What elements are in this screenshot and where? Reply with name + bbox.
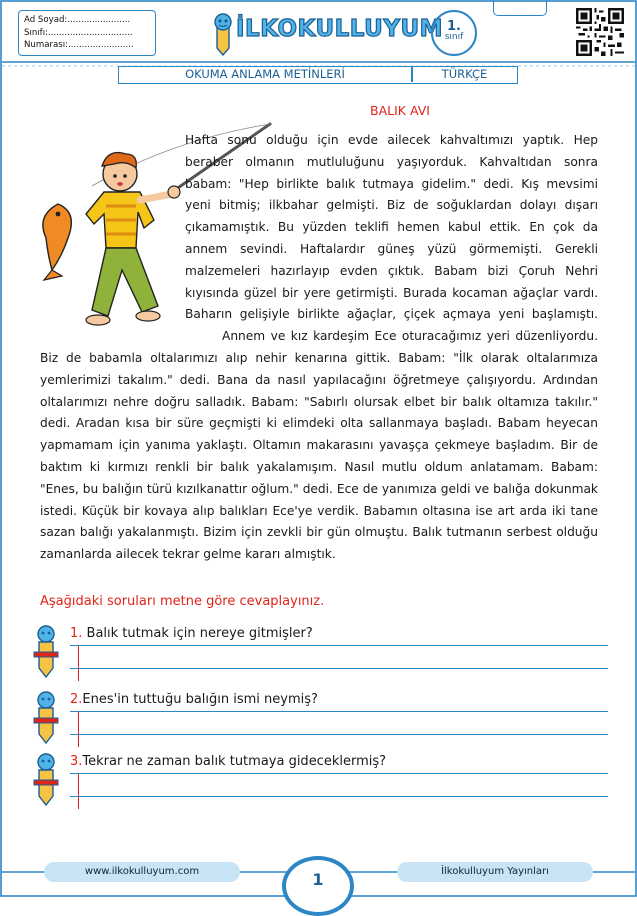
name-field: Ad Soyad:....................... — [24, 15, 131, 25]
answer-line — [70, 711, 608, 712]
title-bar — [118, 66, 518, 84]
website-link[interactable]: www.ilkokulluyum.com — [44, 862, 240, 882]
pencil-mascot-icon — [30, 624, 62, 679]
student-info-box — [18, 10, 156, 56]
page-number: 1 — [312, 870, 324, 889]
question-text — [70, 754, 386, 769]
class-field: Sınıfı:............................... — [24, 27, 133, 38]
margin-line — [78, 711, 79, 747]
pencil-mascot-icon — [30, 752, 62, 807]
margin-line — [78, 645, 79, 681]
answer-line — [70, 796, 608, 797]
section-title: OKUMA ANLAMA METİNLERİ — [185, 67, 345, 81]
question-label: Enes'in tuttuğu balığın ismi neymiş? — [82, 692, 318, 707]
question-1 — [30, 624, 610, 684]
answer-lines[interactable] — [70, 711, 608, 747]
grade-badge — [431, 10, 477, 56]
question-number: 3. — [70, 754, 83, 769]
logo-text: İLKOKULLUYUM — [236, 16, 444, 42]
question-text — [70, 626, 313, 641]
qr-code-icon — [576, 8, 624, 56]
question-3 — [30, 752, 610, 812]
instruction-text: Aşağıdaki soruları metne göre cevaplayınız. — [40, 594, 325, 609]
answer-lines[interactable] — [70, 773, 608, 809]
pencil-mascot-icon — [30, 690, 62, 745]
question-2 — [30, 690, 610, 750]
story-title: BALIK AVI — [370, 103, 430, 118]
margin-line — [78, 773, 79, 809]
answer-line — [70, 773, 608, 774]
question-text — [70, 692, 318, 707]
number-field: Numarası:........................ — [24, 40, 134, 50]
top-tab — [493, 0, 547, 16]
question-number: 2. — [70, 692, 83, 707]
story-body: Hafta sonu olduğu için evde ailecek kahvaltımızı yaptık. Hep beraber olmanın mutluluğunu yaşıyorduk. Kahvaltıdan sonra babam: "Hep birlikte balık tutmaya gidelim." dedi. Kış mevsimi yeni bitmiş; ilkbahar gelmişti. Biz de soğuklardan dolayı dışarı çıkamamıştık. Bu yüzden teklifi hemen kabul ettik. En çok da annem sevindi. Haftalardır güneş yüzü görmemişti. Gerekli malzemeleri hazırlayıp evden çıktık. Babam bizi Çoruh Nehri kıyısında güzel bir yere getirmişti. Burada kocaman ağaçlar vardı. Baharın gelişiyle birlikte ağaçlar, çiçek açmaya yeni başlamıştı. Annem ve kız kardeşim Ece oturacağımız yeri düzenliyordu. Biz de babamla oltalarımızı alıp nehir kenarına gittik. Babam: "İlk olarak oltalarımıza yemlerimizi takalım." dedi. Bana da nasıl yapılacağını öğretmeye çalışıyordu. Ardından oltalarımızı nehre doğru salladık. Babam: "Sabırlı olursak elbet bir balık oltamıza takılır." dedi. Aradan kısa bir süre geçmişti ki elimdeki olta sallanmaya başladı. Babam heyecan yapmamam için yanıma yaklaştı. Oltamın makarasını yavaşça çekmeye başladım. Bir de baktım ki kırmızı renkli bir balık yakalamışım. Nasıl mutlu oldum anlatamam. Babam: "Enes, bu balığın türü kızılkanattır oğlum." dedi. Ece de yanımıza geldi ve balığa dokunmak istedi. Küçük bir kovaya alıp balıkları Ece'ye verdik. Babamın oltasına ise art arda iki tane sazan balığı yakalanmıştı. Bizim için zevkli bir gün olmuştu. Balık tutmanın serbest olduğu zamanlarda ailecek tekrar gelme kararı almıştık. — [40, 133, 598, 562]
publisher-label: İlkokulluyum Yayınları — [397, 862, 593, 882]
pencil-mascot-icon — [208, 12, 238, 56]
answer-line — [70, 645, 608, 646]
answer-line — [70, 734, 608, 735]
answer-lines[interactable] — [70, 645, 608, 681]
illustration-spacer — [40, 130, 185, 330]
story-text-block — [40, 130, 598, 566]
grade-word: sınıf — [444, 32, 464, 42]
question-number: 1. — [70, 626, 83, 641]
subject-label: TÜRKÇE — [441, 67, 488, 81]
page-number-badge — [282, 856, 354, 916]
answer-line — [70, 668, 608, 669]
grade-number: 1. — [447, 19, 461, 34]
question-label: Balık tutmak için nereye gitmişler? — [82, 626, 313, 641]
question-label: Tekrar ne zaman balık tutmaya gideceklermiş? — [82, 754, 387, 769]
